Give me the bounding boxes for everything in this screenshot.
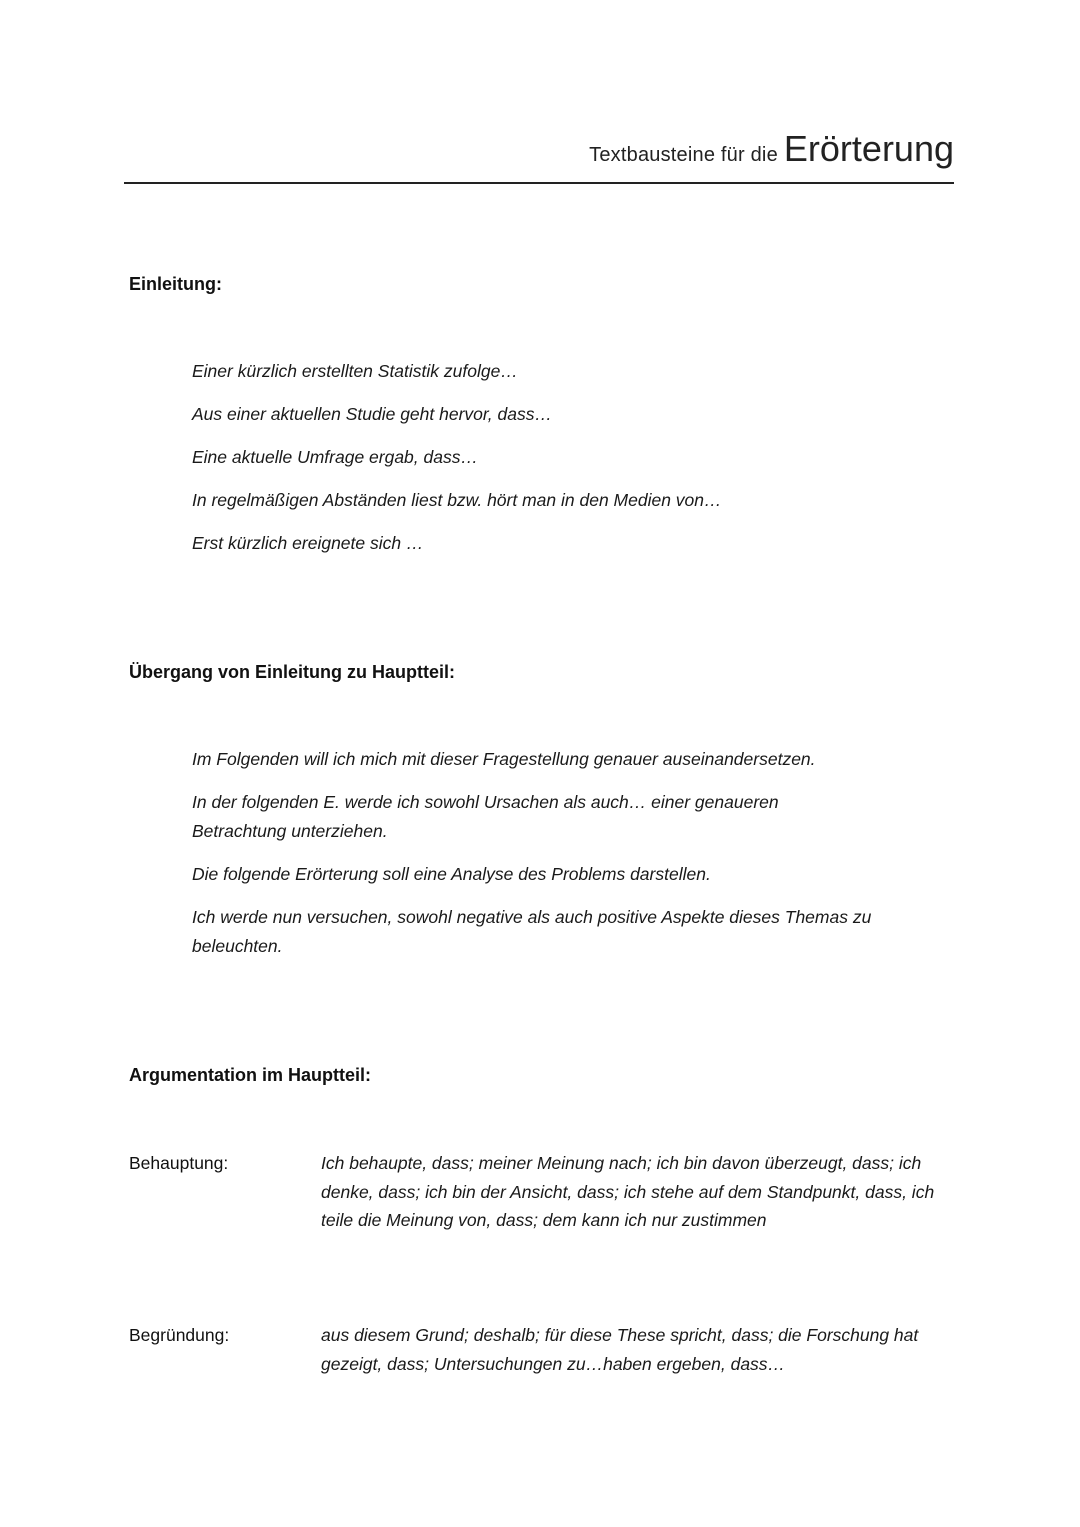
heading-einleitung: Einleitung:: [129, 274, 222, 294]
phrase-item: Die folgende Erörterung soll eine Analyse des Problems darstellen.: [192, 864, 711, 884]
uebergang-phrase-list: [192, 745, 952, 975]
argument-row-behauptung: [129, 1149, 959, 1235]
phrase-item: In der folgenden E. werde ich sowohl Ursachen als auch… einer genaueren Betrachtung unterziehen.: [192, 792, 779, 841]
header-prefix: Textbausteine für die: [589, 144, 778, 166]
heading-uebergang: Übergang von Einleitung zu Hauptteil:: [129, 662, 455, 682]
argument-label: Behauptung:: [129, 1153, 229, 1173]
page-header: [124, 128, 954, 184]
page-title: Erörterung: [783, 128, 954, 169]
argument-phrases: Ich behaupte, dass; meiner Meinung nach; ich bin davon überzeugt, dass; ich denke, dass; ich bin der Ansicht, dass; ich stehe auf dem Standpunkt, dass, ich teile die Meinung von, dass; dem kann ich nur zustimmen: [321, 1153, 935, 1230]
phrase-item: Erst kürzlich ereignete sich …: [192, 533, 424, 553]
phrase-item: Ich werde nun versuchen, sowohl negative als auch positive Aspekte dieses Themas zu beleuchten.: [192, 907, 872, 956]
phrase-item: Eine aktuelle Umfrage ergab, dass…: [192, 447, 478, 467]
argument-label: Begründung:: [129, 1325, 230, 1345]
phrase-item: Im Folgenden will ich mich mit dieser Fragestellung genauer auseinandersetzen.: [192, 749, 816, 769]
argument-phrases: aus diesem Grund; deshalb; für diese These spricht, dass; die Forschung hat gezeigt, dass; Untersuchungen zu…haben ergeben, dass…: [321, 1325, 919, 1374]
einleitung-phrase-list: [192, 357, 952, 572]
phrase-item: Einer kürzlich erstellten Statistik zufolge…: [192, 361, 518, 381]
phrase-item: In regelmäßigen Abständen liest bzw. hört man in den Medien von…: [192, 490, 722, 510]
argument-row-begruendung: [129, 1321, 959, 1378]
phrase-item: Aus einer aktuellen Studie geht hervor, dass…: [192, 404, 552, 424]
heading-argumentation: Argumentation im Hauptteil:: [129, 1065, 371, 1085]
